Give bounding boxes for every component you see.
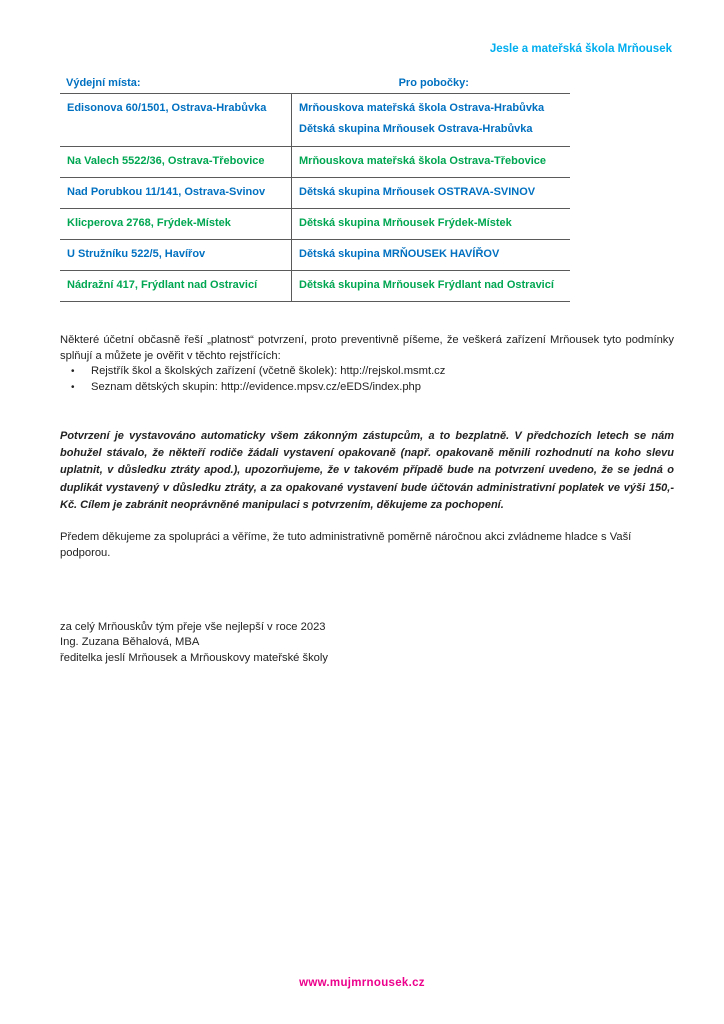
list-item: [60, 364, 674, 380]
branches-cell: [292, 271, 571, 302]
intro-paragraph: Některé účetní občasně řeší „platnost“ potvrzení, proto preventivně píšeme, že veškerá zařízení Mrňousek tyto podmínky splňují a můžete je ověřit v těchto rejstřících:: [60, 334, 674, 362]
bullet-icon: •: [71, 366, 75, 377]
signoff-greeting: za celý Mrňouskův tým přeje vše nejlepší v roce 2023: [60, 621, 326, 633]
branches-cell: [292, 209, 571, 240]
branches-cell: [292, 178, 571, 209]
table-row: [60, 147, 570, 178]
branch-name: Mrňouskova mateřská škola Ostrava-Třebovice: [299, 155, 547, 167]
location-address: Na Valech 5522/36, Ostrava-Třebovice: [67, 155, 265, 167]
branch-name: Dětská skupina Mrňousek Frýdlant nad Ostravicí: [299, 279, 554, 291]
location-cell: [60, 147, 292, 178]
duplicate-notice: Potvrzení je vystavováno automaticky všem zákonným zástupcům, a to bezplatně. V předchozích letech se nám bohužel stávalo, že někteří rodiče žádali vystavení opakovaně (např. opakovaně měnili rozhodnutí na koho slevu uplatnit, v důsledku ztráty apod.), upozorňujeme, že v takovém případě bude na potvrzení uvedeno, že se jedná o duplikát vystavený v důsledku ztráty, a za opakované vystavení bude účtován administrativní poplatek ve výši 150,- Kč. Cílem je zabránit neoprávněné manipulaci s potvrzením, děkujeme za pochopení.: [60, 430, 674, 511]
table-row: [60, 178, 570, 209]
column-header-locations: Výdejní místa:: [60, 76, 292, 94]
location-address: Nádražní 417, Frýdlant nad Ostravicí: [67, 279, 258, 291]
table-row: [60, 271, 570, 302]
column-header-branches: Pro pobočky:: [292, 76, 571, 94]
table-row: [60, 94, 570, 147]
location-cell: [60, 240, 292, 271]
signature-block: [60, 620, 674, 666]
registry-intro: [60, 333, 674, 395]
pickup-locations-table: [60, 76, 570, 302]
org-name-header: Jesle a mateřská škola Mrňousek: [489, 43, 672, 55]
branches-cell: [292, 94, 571, 147]
branches-cell: [292, 240, 571, 271]
list-item: [60, 380, 674, 396]
location-cell: [60, 271, 292, 302]
location-address: Edisonova 60/1501, Ostrava-Hrabůvka: [67, 102, 267, 114]
signatory-name: Ing. Zuzana Běhalová, MBA: [60, 636, 200, 649]
branch-name: Dětská skupina Mrňousek Frýdek-Místek: [299, 217, 512, 229]
footer-website: www.mujmrnousek.cz: [299, 977, 425, 989]
thanks-paragraph: Předem děkujeme za spolupráci a věříme, že tuto administrativně poměrně náročnou akci zvládneme hladce s Vaší podporou.: [60, 531, 632, 559]
branch-name: Dětská skupina MRŇOUSEK HAVÍŘOV: [299, 248, 500, 260]
branch-name: Mrňouskova mateřská škola Ostrava-Hrabůvka: [299, 102, 545, 114]
location-cell: [60, 94, 292, 147]
table-row: [60, 240, 570, 271]
signatory-title: ředitelka jeslí Mrňousek a Mrňouskovy mateřské školy: [60, 651, 328, 664]
location-address: Klicperova 2768, Frýdek-Místek: [67, 217, 231, 229]
table-header-row: [60, 76, 570, 94]
location-cell: [60, 209, 292, 240]
registry-children-groups: Seznam dětských skupin: http://evidence.mpsv.cz/eEDS/index.php: [91, 380, 421, 393]
location-cell: [60, 178, 292, 209]
location-address: U Stružníku 522/5, Havířov: [67, 248, 206, 260]
table-row: [60, 209, 570, 240]
branch-name: Dětská skupina Mrňousek OSTRAVA-SVINOV: [299, 186, 536, 198]
branch-name: Dětská skupina Mrňousek Ostrava-Hrabůvka: [299, 123, 533, 135]
location-address: Nad Porubkou 11/141, Ostrava-Svinov: [67, 186, 266, 198]
registry-list: [60, 364, 674, 395]
registry-schools: Rejstřík škol a školských zařízení (včetně školek): http://rejskol.msmt.cz: [91, 365, 446, 377]
branches-cell: [292, 147, 571, 178]
bullet-icon: •: [71, 381, 75, 393]
